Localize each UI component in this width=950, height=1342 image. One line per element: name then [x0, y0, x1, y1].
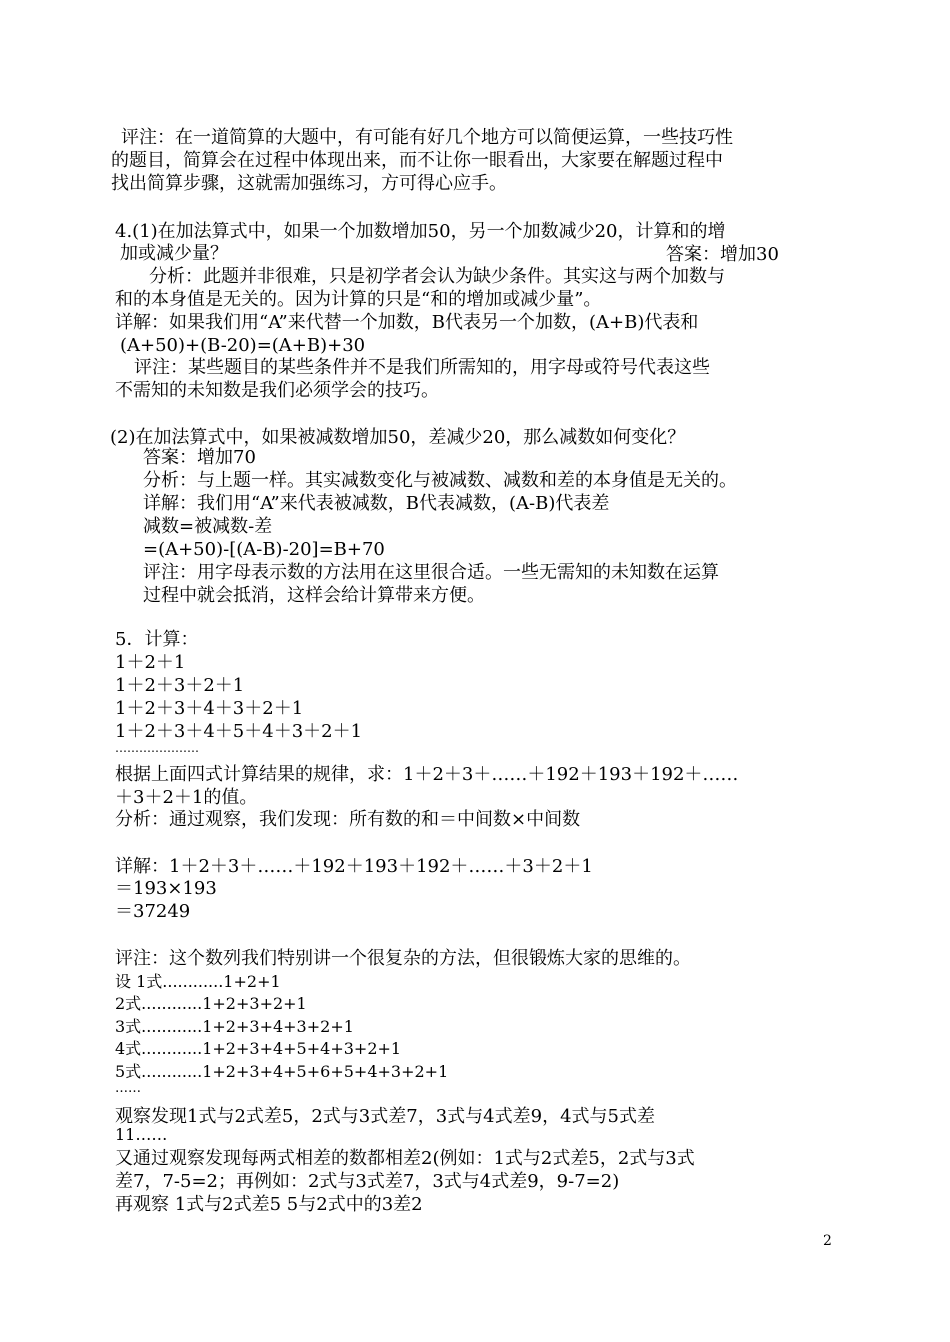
- text-line: 评注：这个数列我们特别讲一个很复杂的方法，但很锻炼大家的思维的。: [115, 948, 691, 969]
- formula-line: ＝37249: [115, 901, 191, 922]
- text-line: 过程中就会抵消，这样会给计算带来方便。: [143, 585, 485, 606]
- text-line: 11……: [115, 1125, 168, 1144]
- text-line: 根据上面四式计算结果的规律，求：1＋2＋3＋……＋192＋193＋192＋……: [115, 764, 739, 785]
- text-line: (2)在加法算式中，如果被减数增加50，差减少20，那么减数如何变化？: [110, 427, 686, 448]
- formula-line: 1＋2＋3＋2＋1: [115, 675, 245, 696]
- text-line: 加或减少量？: [120, 243, 228, 264]
- formula-line: =(A+50)-[(A-B)-20]=B+70: [143, 539, 385, 560]
- formula-line: ＝193×193: [115, 878, 217, 899]
- formula-line: 2式............1+2+3+2+1: [115, 994, 307, 1013]
- text-line: 的题目，简算会在过程中体现出来，而不让你一眼看出，大家要在解题过程中: [111, 150, 723, 171]
- section-heading: 5．计算：: [115, 629, 199, 650]
- formula-line: (A+50)+(B-20)=(A+B)+30: [120, 335, 366, 356]
- text-line: 找出简算步骤，这就需加强练习，方可得心应手。: [111, 173, 507, 194]
- text-line: 分析：此题并非很难，只是初学者会认为缺少条件。其实这与两个加数与: [149, 266, 725, 287]
- text-line: ＋3＋2＋1的值。: [115, 787, 258, 808]
- text-line: 差7，7-5=2；再例如：2式与3式差7，3式与4式差9，9-7=2): [115, 1171, 620, 1192]
- formula-line: 1＋2＋3＋4＋5＋4＋3＋2＋1: [115, 721, 363, 742]
- text-line: 评注：在一道简算的大题中，有可能有好几个地方可以简便运算，一些技巧性: [121, 127, 733, 148]
- formula-line: 详解：1＋2＋3＋……＋192＋193＋192＋……＋3＋2＋1: [115, 856, 593, 877]
- formula-line: 减数=被减数-差: [143, 516, 273, 537]
- text-line: 再观察 1式与2式差5 5与2式中的3差2: [115, 1194, 423, 1215]
- answer-text: 答案：增加30: [666, 244, 779, 265]
- text-line: 不需知的未知数是我们必须学会的技巧。: [115, 380, 439, 401]
- formula-line: 5式............1+2+3+4+5+6+5+4+3+2+1: [115, 1062, 449, 1081]
- formula-line: 1＋2＋1: [115, 652, 186, 673]
- text-line: 评注：用字母表示数的方法用在这里很合适。一些无需知的未知数在运算: [143, 562, 719, 583]
- text-line: 又通过观察发现每两式相差的数都相差2(例如：1式与2式差5，2式与3式: [115, 1148, 695, 1169]
- text-line: 观察发现1式与2式差5，2式与3式差7，3式与4式差9，4式与5式差: [115, 1106, 655, 1127]
- text-line: 评注：某些题目的某些条件并不是我们所需知的，用字母或符号代表这些: [134, 357, 710, 378]
- text-line: 详解：我们用“A”来代表被减数，B代表减数，(A-B)代表差: [143, 493, 610, 514]
- text-line: 详解：如果我们用“A”来代替一个加数，B代表另一个加数，(A+B)代表和: [115, 312, 699, 333]
- formula-line: 1＋2＋3＋4＋3＋2＋1: [115, 698, 304, 719]
- text-line: 和的本身值是无关的。因为计算的只是“和的增加或减少量”。: [115, 289, 602, 310]
- text-line: 分析：通过观察，我们发现：所有数的和＝中间数×中间数: [115, 809, 581, 830]
- text-line: 分析：与上题一样。其实减数变化与被减数、减数和差的本身值是无关的。: [143, 470, 737, 491]
- page-number: 2: [823, 1233, 832, 1249]
- formula-line: 设 1式............1+2+1: [115, 972, 281, 991]
- ellipsis-line: ……: [115, 1081, 141, 1096]
- answer-text: 答案：增加70: [143, 447, 256, 468]
- formula-line: 4式............1+2+3+4+5+4+3+2+1: [115, 1039, 402, 1058]
- text-line: 4.(1)在加法算式中，如果一个加数增加50，另一个加数减少20，计算和的增: [115, 221, 726, 242]
- ellipsis-line: …………………: [115, 741, 199, 755]
- formula-line: 3式............1+2+3+4+3+2+1: [115, 1017, 354, 1036]
